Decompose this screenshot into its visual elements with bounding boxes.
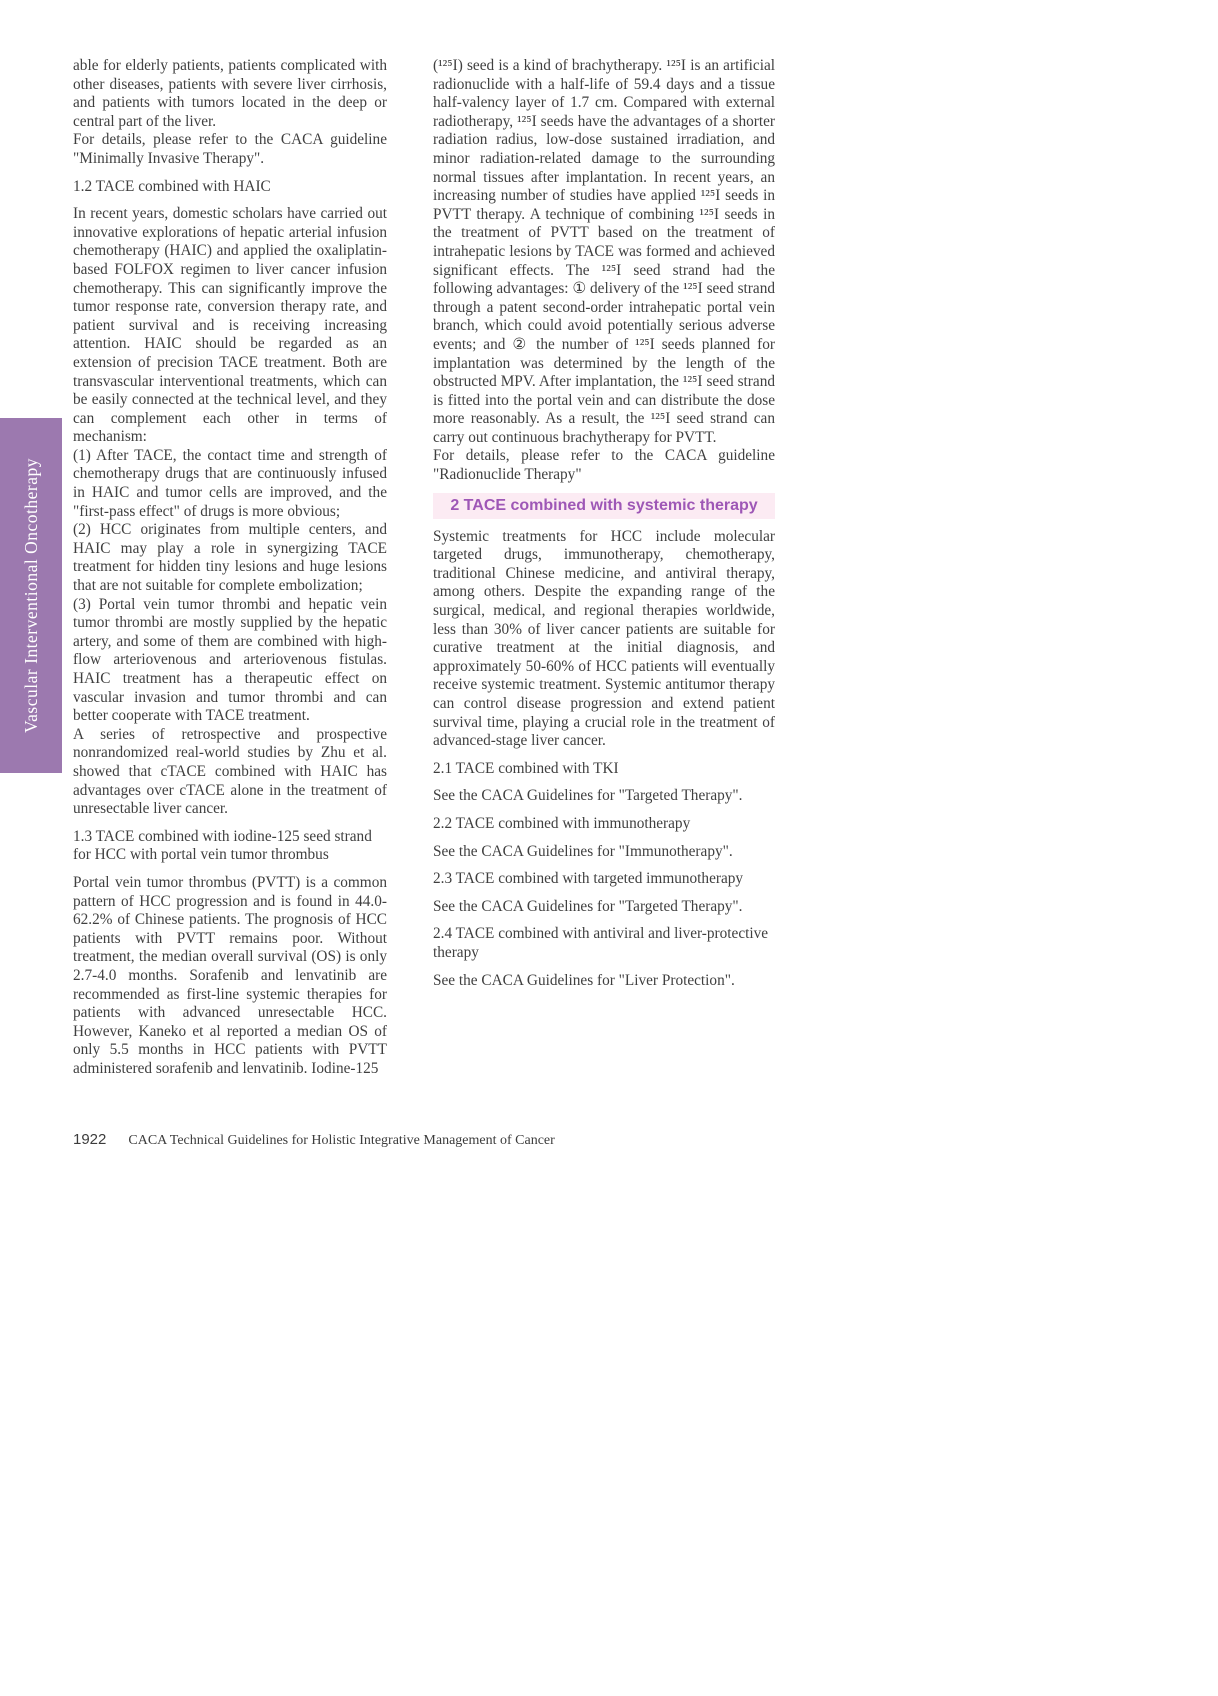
paragraph: (3) Portal vein tumor thrombi and hepatic vein tumor thrombi are mostly supplied by the hepatic artery, and some of them are combined with high-flow arteriovenous and arteriovenous fistulas. HAIC treatment has a therapeutic effect on vascular invasion and tumor thrombi and can better cooperate with TACE treatment. [73,595,387,725]
paragraph: Portal vein tumor thrombus (PVTT) is a common pattern of HCC progression and is found in 44.0-62.2% of Chinese patients. The prognosis of HCC patients with PVTT remains poor. Without treatment, the median overall survival (OS) is only 2.7-4.0 months. Sorafenib and lenvatinib are recommended as first-line systemic therapies for patients with advanced unresectable HCC. However, Kaneko et al reported a median OS of only 5.5 months in HCC patients with PVTT administered sorafenib and lenvatinib. Iodine-125 [73,873,387,1077]
page-footer [73,1131,833,1149]
paragraph: See the CACA Guidelines for "Liver Protection". [433,971,735,989]
paragraph: In recent years, domestic scholars have carried out innovative explorations of hepatic arterial infusion chemotherapy (HAIC) and applied the oxaliplatin-based FOLFOX regimen to liver cancer infusion chemotherapy. This can significantly improve the tumor response rate, conversion therapy rate, and patient survival and is receiving increasing attention. HAIC should be regarded as an extension of precision TACE treatment. Both are transvascular interventional treatments, which can be easily connected at the technical level, and they can complement each other in terms of mechanism: [73,205,387,446]
subsection-heading: 2.3 TACE combined with targeted immunotherapy [433,870,744,888]
paragraph: able for elderly patients, patients complicated with other diseases, patients with severe liver cirrhosis, and patients with tumors located in the deep or central part of the liver. [73,57,387,130]
paragraph: (2) HCC originates from multiple centers, and HAIC may play a role in synergizing TACE treatment for hidden tiny lesions and huge lesions that are not suitable for complete embolization; [73,521,387,595]
chapter-sidebar-label: Vascular Interventional Oncotherapy [20,457,41,734]
column-left [73,57,387,1078]
subsection-heading: 1.3 TACE combined with iodine-125 seed strand for HCC with portal vein tumor thrombus [73,827,372,864]
paragraph: See the CACA Guidelines for "Targeted Therapy". [433,897,743,915]
paragraph: See the CACA Guidelines for "Immunotherapy". [433,842,733,860]
page-content [73,57,775,1078]
paragraph: See the CACA Guidelines for "Targeted Therapy". [433,787,743,805]
subsection-heading: 2.4 TACE combined with antiviral and liver-protective therapy [433,925,769,961]
paragraph: For details, please refer to the CACA guideline "Minimally Invasive Therapy". [73,131,387,167]
paragraph: A series of retrospective and prospective nonrandomized real-world studies by Zhu et al. showed that cTACE combined with HAIC has advantages over cTACE alone in the treatment of unresectable liver cancer. [73,725,387,818]
page-number: 1922 [73,1131,107,1148]
subsection-heading: 1.2 TACE combined with HAIC [73,177,271,195]
subsection-heading: 2.1 TACE combined with TKI [433,759,619,777]
section-header: 2 TACE combined with systemic therapy [433,493,775,519]
paragraph: Systemic treatments for HCC include molecular targeted drugs, immunotherapy, chemotherapy, traditional Chinese medicine, and antiviral therapy, among others. Despite the expanding range of the surgical, medical, and regional therapies worldwide, less than 30% of liver cancer patients are suitable for curative treatment at the initial diagnosis, and approximately 50-60% of HCC patients will eventually receive systemic treatment. Systemic antitumor therapy can control disease progression and extend patient survival time, playing a crucial role in the treatment of advanced-stage liver cancer. [433,527,775,750]
paragraph: For details, please refer to the CACA guideline "Radionuclide Therapy" [433,447,775,484]
footer-title: CACA Technical Guidelines for Holistic Integrative Management of Cancer [128,1133,555,1148]
column-right [433,57,775,1078]
paragraph: (1) After TACE, the contact time and strength of chemotherapy drugs that are continuously infused in HAIC and tumor cells are improved, and the "first-pass effect" of drugs is more obvious; [73,446,387,520]
subsection-heading: 2.2 TACE combined with immunotherapy [433,814,691,832]
chapter-sidebar [0,418,62,773]
paragraph: (¹²⁵I) seed is a kind of brachytherapy. ¹²⁵I is an artificial radionuclide with a half-life of 59.4 days and a tissue half-valency layer of 1.7 cm. Compared with external radiotherapy, ¹²⁵I seeds have the advantages of a shorter radiation radius, low-dose sustained irradiation, and minor radiation-related damage to the surrounding normal tissues after implantation. In recent years, an increasing number of studies have applied ¹²⁵I seeds in PVTT therapy. A technique of combining ¹²⁵I seeds in the treatment of PVTT based on the treatment of intrahepatic lesions by TACE was formed and achieved significant effects. The ¹²⁵I seed strand had the following advantages: ① delivery of the ¹²⁵I seed strand through a patent second-order intrahepatic portal vein branch, which could avoid potentially serious adverse events; and ② the number of ¹²⁵I seeds planned for implantation was determined by the length of the obstructed MPV. After implantation, the ¹²⁵I seed strand is fitted into the portal vein and can distribute the dose more reasonably. As a result, the ¹²⁵I seed strand can carry out continuous brachytherapy for PVTT. [433,57,775,446]
